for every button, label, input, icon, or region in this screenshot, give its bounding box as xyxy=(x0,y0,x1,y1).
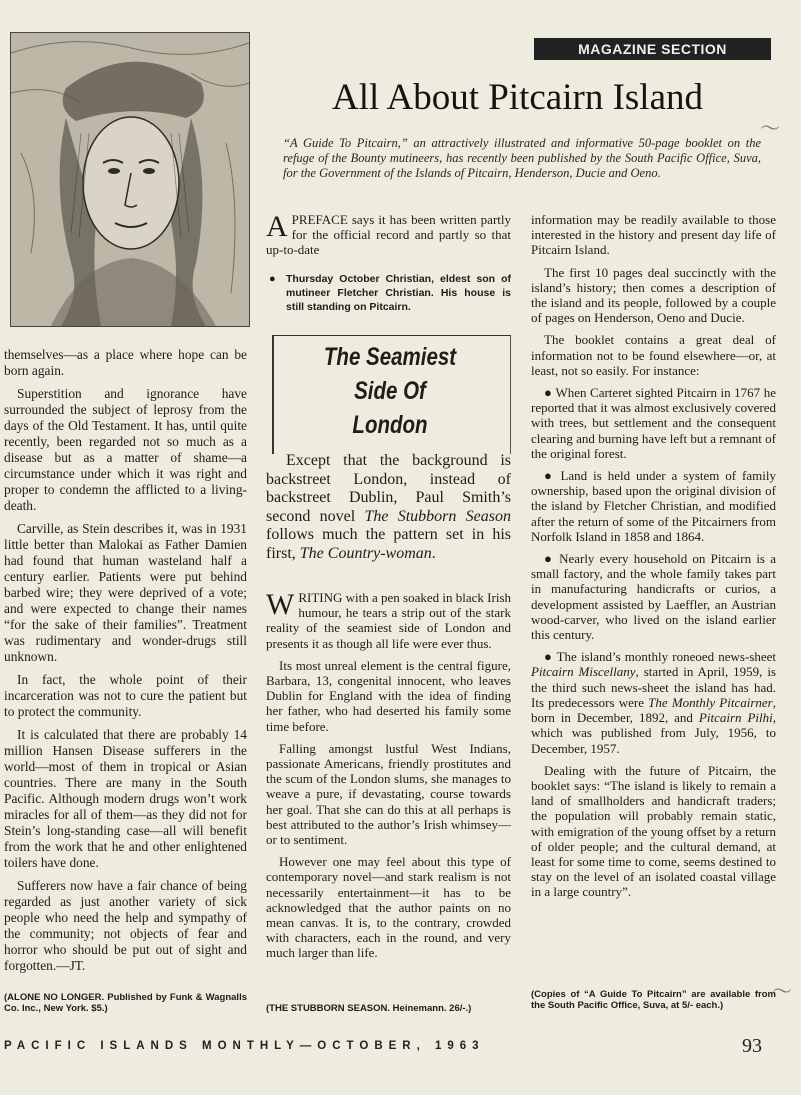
paragraph-text: Nearly every household on Pitcairn is a small factory, and the whole family takes part in manufacturing handicrafts or curios, a development assisted by Laeffler, an Austrian wood-carver, who lived on the island earlier this century. xyxy=(531,551,776,643)
caption-text: Thursday October Christian, eldest son of mutineer Fletcher Christian. His house is still standing on Pitcairn. xyxy=(286,272,511,313)
paragraph-text: RITING with a pen soaked in black Irish humour, he tears a strip out of the stark reality of the seamiest side of London and presents it as though all life were ever thus. xyxy=(266,590,511,651)
paragraph-text: , which was published from July, 1956, to December, 1957. xyxy=(531,710,776,756)
paragraph-text: , born in December, 1892, and xyxy=(531,694,776,726)
paragraph xyxy=(266,212,511,258)
decorative-mark: 〜 xyxy=(760,118,780,140)
bullet-paragraph xyxy=(531,551,776,642)
paragraph-text: The island’s monthly roneoed news-sheet xyxy=(556,649,776,665)
review-title xyxy=(293,340,487,442)
column-leprosy-review xyxy=(4,347,247,981)
paragraph-text: Land is held under a system of family ownership, based upon the original division of the island by Fletcher Christian, and modified after the return of some of the Pitcairners from Norfolk Island in 1858 and 1864. xyxy=(531,468,776,544)
drop-cap: A xyxy=(266,210,288,243)
paragraph: information may be readily available to those interested in the history and present day life of Pitcairn Island. xyxy=(531,212,776,258)
publication-title: Pitcairn Pilhi xyxy=(698,710,773,726)
portrait-illustration xyxy=(10,32,250,327)
paragraph-text: PREFACE says it has been written partly for the official record and partly so that up-to-date xyxy=(266,212,511,258)
lead-text: . xyxy=(431,544,436,562)
bullet-icon: ● xyxy=(544,649,557,665)
review-title-line: The Seamiest xyxy=(323,343,457,371)
bullet-icon: ● xyxy=(544,385,556,401)
portrait-caption xyxy=(266,272,511,314)
book-title: The Country-woman xyxy=(299,544,432,562)
drop-cap: W xyxy=(266,588,295,621)
paragraph-text: , started in April, 1959, is the third such news-sheet the island has had. Its predecessors were xyxy=(531,664,776,710)
paragraph xyxy=(266,590,511,651)
publication-note: (Copies of “A Guide To Pitcairn” are available from the South Pacific Office, Suva, at 5/- each.) xyxy=(531,989,776,1011)
publication-note: (THE STUBBORN SEASON. Heinemann. 26/-.) xyxy=(266,1003,472,1014)
lead-text: follows much the pattern set in his first, xyxy=(266,526,511,562)
paragraph: themselves—as a place where hope can be born again. xyxy=(4,347,247,378)
bullet-paragraph xyxy=(531,468,776,544)
publication-title: The Monthly Pitcairner xyxy=(648,694,773,710)
bullet-icon: ● xyxy=(544,468,561,484)
book-title: The Stubborn Season xyxy=(364,507,511,525)
paragraph: Sufferers now have a fair chance of being regarded as just another variety of sick people who need the help and sympathy of the community; not objects of fear and horror who should be put out of sight and forgotten.—JT. xyxy=(4,878,247,973)
review-lead xyxy=(266,452,511,563)
paragraph-text: When Carteret sighted Pitcairn in 1767 he reported that it was almost exclusively covered with trees, but settlement and the consequent clearing and burning have left but a remnant of the original forest. xyxy=(531,385,776,461)
paragraph: The first 10 pages deal succinctly with the island’s history; then comes a description of the island and its people, followed by a couple of pages on Henderson, Oeno and Ducie. xyxy=(531,264,776,326)
page-footer: PACIFIC ISLANDS MONTHLY—OCTOBER, 1963 xyxy=(4,1040,485,1052)
paragraph: Superstition and ignorance have surrounded the subject of leprosy from the days of the Old Testament. It has, until quite recently, been regarded not so much as a disease but as a matter of shame—a circumstance under which it was right and proper to condemn the afflicted to a living-death. xyxy=(4,386,247,513)
decorative-mark: 〜 xyxy=(772,981,792,1003)
bullet-paragraph xyxy=(531,385,776,461)
bullet-icon: ● xyxy=(269,272,276,285)
review-title-line: Side Of xyxy=(354,377,426,405)
paragraph: Falling amongst lustful West Indians, passionate Americans, friendly prostitutes and the scum of the London slums, she manages to weave a pure, if devastating, course towards her goal. That she can do this at all perhaps is best attributed to the author’s Irish whimsey—or to sentiment. xyxy=(266,740,511,848)
column-pitcairn-start xyxy=(266,212,511,314)
publication-note: (ALONE NO LONGER. Published by Funk & Wagnalls Co. Inc., New York. $5.) xyxy=(4,992,247,1014)
bullet-paragraph xyxy=(531,649,776,755)
paragraph: The booklet contains a great deal of information not to be found elsewhere—or, at least, not so easily. For instance: xyxy=(531,332,776,378)
review-title-line: London xyxy=(352,411,428,439)
paragraph: In fact, the whole point of their incarceration was not to cure the patient but to protect the community. xyxy=(4,672,247,719)
column-review-body xyxy=(266,590,511,968)
bullet-icon: ● xyxy=(544,551,560,567)
paragraph: Carville, as Stein describes it, was in 1931 little better than Malokai as Father Damien had found that human wasteland half a century earlier. Patients were put behind barbed wire; they were deprived of a vote; and were expected to change their names “for the sake of their families”. Treatment was rudimentary and wonder-drugs still unknown. xyxy=(4,521,247,664)
publication-title: Pitcairn Miscellany xyxy=(531,664,636,680)
page-number: 93 xyxy=(742,1035,762,1057)
intro-paragraph: “A Guide To Pitcairn,” an attractively illustrated and informative 50-page booklet on the refuge of the Bounty mutineers, has recently been published by the South Pacific Office, Suva, for the Government of the Islands of Pitcairn, Henderson, Ducie and Oeno. xyxy=(283,136,761,181)
paragraph: Dealing with the future of Pitcairn, the booklet says: “The island is likely to remain a land of smallholders and handicraft traders; the population will probably remain static, with emigration of the young offset by a return of older people; and the cultural demand, at least for some time to come, seems destined to stay on the level of an isolated coastal village in a large country”. xyxy=(531,762,776,900)
paragraph: Its most unreal element is the central figure, Barbara, 13, congenital innocent, who leaves Dublin for England with the idea of finding her father, who had deserted his family some time before. xyxy=(266,657,511,734)
column-pitcairn-continued xyxy=(531,212,776,907)
lead-text: Except that the background is backstreet London, instead of backstreet Dublin, Paul Smith’s second novel xyxy=(266,452,511,525)
paragraph: It is calculated that there are probably 14 million Hansen Disease sufferers in the world—most of them in tropical or Asian countries. There are many in the South Pacific. Although modern drugs won’t work miracles for all of them—as they did not for Stein’s long-standing case—all will benefit from the work that he and other enlightened toilers have done. xyxy=(4,727,247,870)
headline: All About Pitcairn Island xyxy=(332,77,703,118)
paragraph: However one may feel about this type of contemporary novel—and stark realism is not necessarily entertainment—it has to be acknowledged that the author paints on no mean canvas. It is, to the contrary, crowded with characters, each in the round, and very much larger than life. xyxy=(266,854,511,961)
magazine-section-banner: MAGAZINE SECTION xyxy=(534,38,771,60)
